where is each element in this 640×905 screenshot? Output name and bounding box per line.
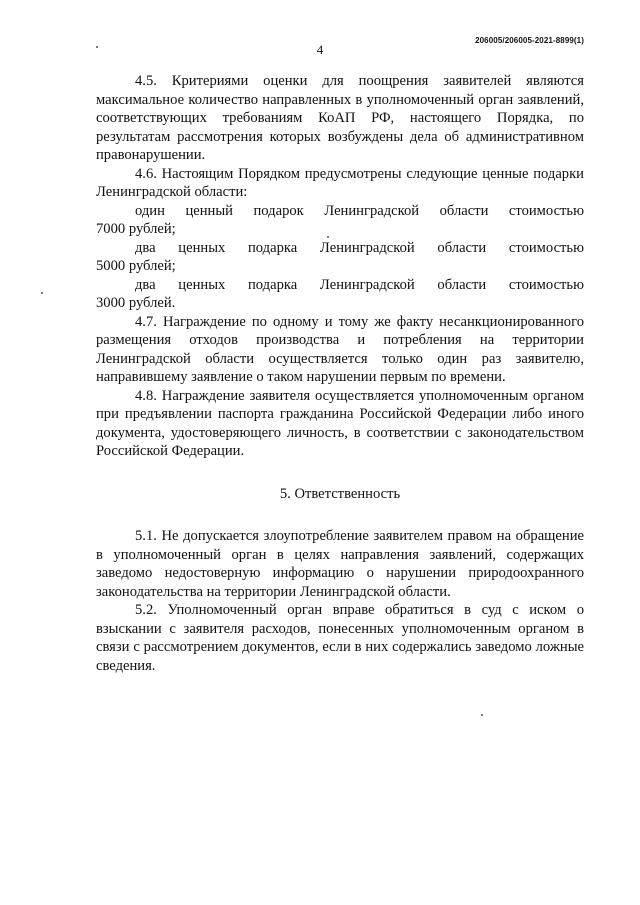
paragraph-5-2: 5.2. Уполномоченный орган вправе обратиться в суд с иском о взыскании с заявителя расходов, понесенных уполномоченным органом в связи с рассмотрением документов, если в них содержались заведомо ложные сведения.: [96, 602, 584, 674]
paragraph-4-7: 4.7. Награждение по одному и тому же факту несанкционированного размещения отходов производства и потребления на территории Ленинградской области осуществляется только один раз заявителю, направившему заявление о таком нарушении первым по времени.: [96, 313, 584, 385]
section-5-body: [96, 527, 584, 675]
gift-item-1: один ценный подарок Ленинградской области стоимостью: [135, 202, 584, 219]
scan-speck: [41, 292, 43, 294]
paragraph-5-1: 5.1. Не допускается злоупотребление заявителем правом на обращение в уполномоченный орган в целях направления заявлений, содержащих заведомо недостоверную информацию о нарушении природоохранного законодательства на территории Ленинградской области.: [96, 528, 584, 600]
document-body: [96, 72, 584, 675]
gift-item-1-price: 7000 рублей;: [96, 221, 176, 237]
paragraph-4-8: 4.8. Награждение заявителя осуществляется уполномоченным органом при предъявлении паспорта гражданина Российской Федерации либо иного документа, удостоверяющего личность, в соответствии с законодательством Российской Федерации.: [96, 387, 584, 459]
document-registration-number: 206005/206005-2021-8899(1): [475, 36, 584, 45]
paragraph-4-6: 4.6. Настоящим Порядком предусмотрены следующие ценные подарки Ленинградской области:: [96, 165, 584, 200]
section-5-title: 5. Ответственность: [279, 485, 401, 502]
scan-speck: [481, 714, 483, 716]
gift-item-3-price: 3000 рублей.: [96, 295, 176, 311]
scan-speck: [96, 46, 98, 48]
gift-list: [96, 202, 584, 313]
gift-item-2-price: 5000 рублей;: [96, 258, 176, 274]
page-number: 4: [316, 42, 324, 57]
gift-item-2: два ценных подарка Ленинградской области стоимостью: [135, 239, 584, 256]
gift-item-3: два ценных подарка Ленинградской области стоимостью: [135, 276, 584, 293]
paragraph-4-5: 4.5. Критериями оценки для поощрения заявителей являются максимальное количество направленных в уполномоченный орган заявлений, соответствующих требованиям КоАП РФ, настоящего Порядка, по результатам рассмотрения которых возбуждены дела об административном правонарушении.: [96, 73, 584, 163]
